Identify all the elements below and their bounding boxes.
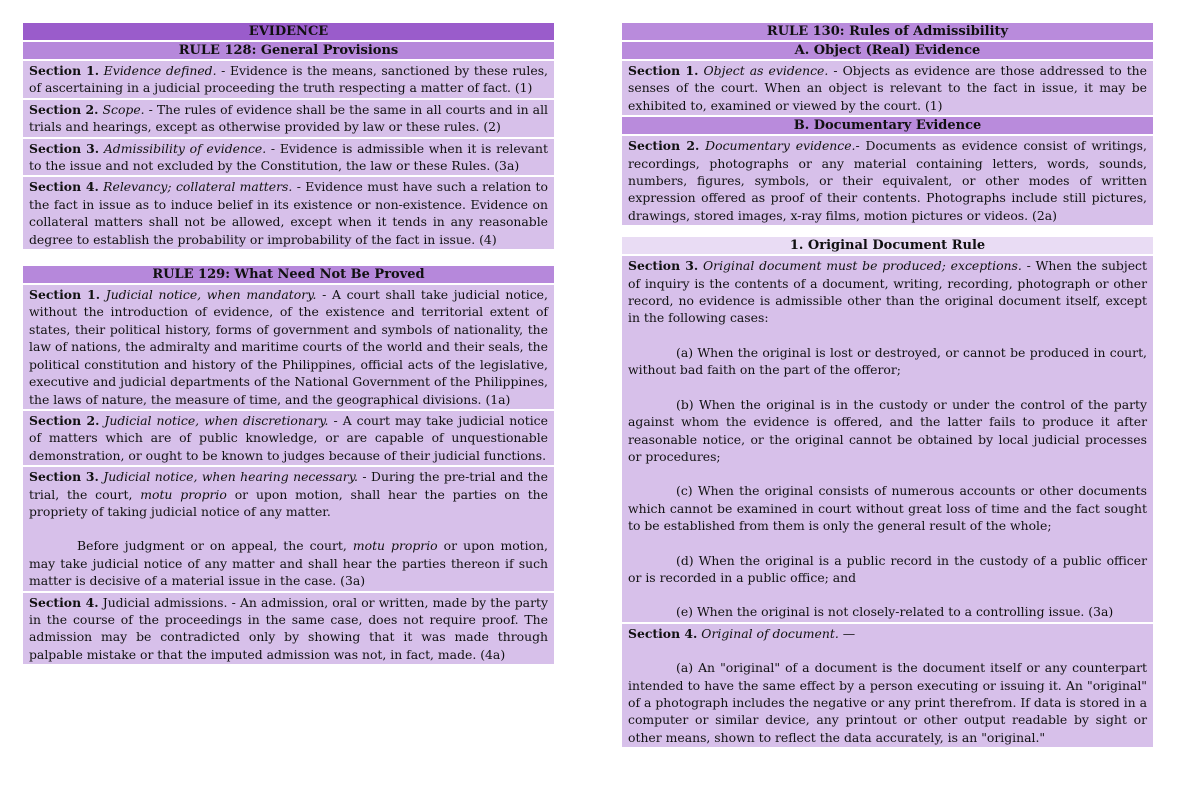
section-number: Section 3. — [628, 258, 699, 274]
rule-130-heading: RULE 130: Rules of Admissibility — [622, 23, 1153, 40]
section-title: Original document must be produced; exceptions. — [703, 258, 1022, 274]
section-number: Section 4. — [29, 594, 99, 610]
section-text: - A court may take judicial notice of matters which are of public knowledge, or are capable of unquestionable demonstration, or ought to be known to judges because of their judicial functions. — [29, 412, 548, 463]
rule-128-section-4 — [23, 177, 554, 249]
evidence-title: EVIDENCE — [23, 23, 554, 40]
rule-128-section-3 — [23, 139, 554, 176]
section-title: Documentary evidence. — [705, 138, 856, 154]
section-text: or upon motion, shall hear the parties on the propriety of taking judicial notice of any matter. — [29, 486, 548, 519]
right-column — [622, 23, 1153, 749]
exception-item: (d) When the original is a public record in the custody of a public officer or is recorded in a public office; and — [628, 552, 1147, 585]
rule-130-section-3 — [622, 256, 1153, 622]
rule-129-section-4 — [23, 593, 554, 665]
section-title: Original of document. — [701, 625, 839, 641]
section-text: - A court shall take judicial notice, without the introduction of evidence, of the existence and territorial extent of states, their political history, forms of government and symbols of nationality, the law of nations, the admiralty and maritime courts of the world and their seals, the political constitution and history of the Philippines, official acts of the legislative, executive and judicial departments of the National Government of the Philippines, the laws of nature, the measure of time, and the geographical divisions. (1a) — [29, 287, 548, 407]
section-number: Section 4. — [29, 179, 99, 195]
rule-128-heading: RULE 128: General Provisions — [23, 42, 554, 59]
part-b-heading: B. Documentary Evidence — [622, 117, 1153, 134]
section-title: Admissibility of evidence. — [103, 140, 267, 156]
part-a-heading: A. Object (Real) Evidence — [622, 42, 1153, 59]
paragraph-text: Before judgment or on appeal, the court, — [77, 538, 353, 554]
section-title: Judicial notice, when mandatory. — [105, 287, 317, 303]
section-text: Judicial admissions. - An admission, oral or written, made by the party in the course of the proceedings in the same case, does not require proof. The admission may be contradicted only by showing that it was made through palpable mistake or that the imputed admission was not, in fact, made. (4a) — [29, 594, 548, 662]
section-text: — — [838, 625, 856, 641]
section-title: Relevancy; collateral matters. — [103, 179, 293, 195]
section-title: Judicial notice, when hearing necessary. — [103, 469, 358, 485]
exception-item: (a) When the original is lost or destroyed, or cannot be produced in court, without bad faith on the part of the offeror; — [628, 344, 1147, 378]
exception-item: (b) When the original is in the custody or under the control of the party against whom the evidence is offered, and the latter fails to produce it after reasonable notice, or the original cannot be obtained by local judicial processes or procedures; — [628, 396, 1147, 464]
exception-item: (e) When the original is not closely-related to a controlling issue. (3a) — [676, 604, 1114, 620]
paragraph-text: or upon motion, may take judicial notice of any matter and shall hear the parties thereon if such matter is decisive of a material issue in the case. (3a) — [29, 538, 548, 589]
section-text: - Documents as evidence consist of writings, recordings, photographs or any material containing letters, words, sounds, numbers, figures, symbols, or their equivalent, or other modes of written expression offered as proof of their contents. Photographs include still pictures, drawings, stored images, x-ray films, motion pictures or videos. (2a) — [628, 138, 1147, 223]
section-title: Judicial notice, when discretionary. — [104, 412, 329, 428]
section-title: Object as evidence. — [703, 63, 829, 78]
section-text: - Evidence must have such a relation to the fact in issue as to induce belief in its existence or non-existence. Evidence on collateral matters shall not be allowed, except when it tends in any reasonable degree to establish the probability or improbability of the fact in issue. (4) — [29, 179, 548, 247]
rule-128-section-2 — [23, 100, 554, 137]
section-number: Section 4. — [628, 625, 698, 641]
left-column — [23, 23, 554, 666]
section-number: Section 3. — [29, 469, 99, 485]
section-number: Section 3. — [29, 140, 100, 156]
section-title: Scope. — [102, 101, 145, 117]
original-document-rule-heading: 1. Original Document Rule — [622, 237, 1153, 254]
original-definition: (a) An "original" of a document is the document itself or any counterpart intended to have the same effect by a person executing or issuing it. An "original" of a photograph includes the negative or any print therefrom. If data is stored in a computer or similar device, any printout or other output readable by sight or other means, shown to reflect the data accurately, is an "original." — [628, 660, 1147, 745]
section-number: Section 2. — [29, 101, 99, 117]
section-title: Evidence defined. — [103, 63, 217, 78]
rule-130-section-4 — [622, 624, 1153, 747]
section-text: - When the subject of inquiry is the contents of a document, writing, recording, photograph or other record, no evidence is admissible other than the original document itself, except in the following cases: — [628, 258, 1147, 326]
exception-item: (c) When the original consists of numerous accounts or other documents which cannot be examined in court without great loss of time and the fact sought to be established from them is only the general result of the whole; — [628, 483, 1147, 534]
section-number: Section 1. — [29, 63, 100, 78]
rule-128-section-1 — [23, 61, 554, 98]
section-text: - Evidence is admissible when it is relevant to the issue and not excluded by the Constitution, the law or these Rules. (3a) — [29, 140, 548, 174]
rule-130-section-1 — [622, 61, 1153, 115]
rule-129-heading: RULE 129: What Need Not Be Proved — [23, 266, 554, 283]
section-number: Section 2. — [628, 138, 700, 154]
section-number: Section 1. — [29, 287, 101, 303]
section-text: - Objects as evidence are those addressed to the senses of the court. When an object is relevant to the fact in issue, it may be exhibited to, examined or viewed by the court. (1) — [628, 63, 1147, 113]
motu-proprio: motu proprio — [140, 486, 227, 502]
rule-129-section-1 — [23, 285, 554, 409]
section-text: - During the pre-trial and the trial, the court, — [29, 469, 548, 502]
section-text: - The rules of evidence shall be the same in all courts and in all trials and hearings, except as otherwise provided by law or these rules. (2) — [29, 101, 548, 135]
section-number: Section 1. — [628, 63, 699, 78]
section-number: Section 2. — [29, 412, 100, 428]
rule-129-section-2 — [23, 411, 554, 465]
motu-proprio: motu proprio — [352, 538, 438, 554]
rule-129-section-3 — [23, 467, 554, 590]
section-text: - Evidence is the means, sanctioned by these rules, of ascertaining in a judicial proceeding the truth respecting a matter of fact. (1) — [29, 63, 548, 96]
rule-130-section-2 — [622, 136, 1153, 225]
